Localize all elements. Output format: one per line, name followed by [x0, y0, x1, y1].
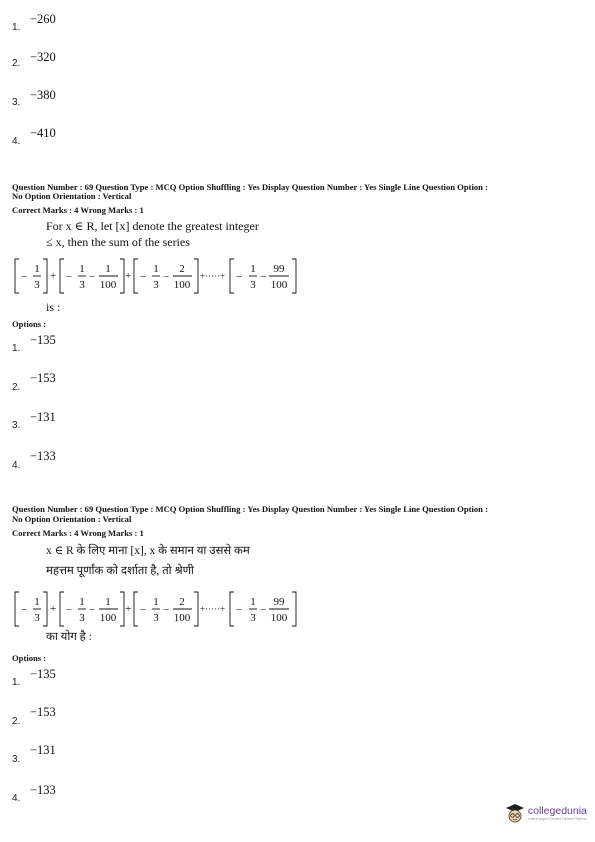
series-numerator: 1	[105, 263, 111, 275]
option-number: 1.	[12, 677, 21, 688]
series-expression	[12, 257, 302, 300]
options-label: Options :	[12, 319, 47, 329]
question-meta-line1: Question Number : 69 Question Type : MCQ Option Shuffling : Yes Display Question Number : Yes Single Line Question Option :	[12, 504, 488, 514]
series-numerator: 1	[153, 596, 159, 608]
series-denominator: 3	[79, 612, 85, 624]
series-minus: −	[260, 604, 267, 616]
question-text-line1: x ∈ R के लिए माना [x], x के समान या उससे कम	[46, 545, 250, 557]
series-numerator: 1	[79, 596, 85, 608]
option-value: −133	[30, 783, 56, 797]
series-numerator: 99	[273, 263, 285, 275]
series-denominator: 3	[250, 612, 256, 624]
series-is-text: का योग है :	[46, 631, 92, 643]
question-marks: Correct Marks : 4 Wrong Marks : 1	[12, 528, 144, 538]
series-minus: −	[66, 604, 73, 616]
series-is-text: is :	[46, 300, 61, 314]
option-number: 3.	[12, 97, 21, 108]
question-meta-line2: No Option Orientation : Vertical	[12, 514, 132, 524]
option-number: 2.	[12, 382, 21, 393]
series-minus: −	[260, 271, 267, 283]
option-number: 3.	[12, 420, 21, 431]
series-numerator: 1	[105, 596, 111, 608]
question-meta-line2: No Option Orientation : Vertical	[12, 191, 132, 201]
question-marks: Correct Marks : 4 Wrong Marks : 1	[12, 205, 144, 215]
series-plus: +	[50, 603, 57, 615]
series-denominator: 100	[270, 612, 288, 624]
option-number: 1.	[12, 22, 21, 33]
series-formula	[12, 257, 302, 297]
series-ellipsis: +·····+	[200, 271, 226, 281]
series-minus: −	[163, 271, 170, 283]
series-numerator: 1	[250, 596, 256, 608]
series-numerator: 99	[273, 596, 285, 608]
series-minus: −	[140, 271, 147, 283]
series-denominator: 3	[250, 279, 256, 291]
series-ellipsis: +·····+	[200, 604, 226, 614]
logo-tagline: India's largest Student Review Platform	[527, 817, 587, 821]
series-minus: −	[236, 604, 243, 616]
option-value: −153	[30, 371, 56, 385]
series-denominator: 100	[173, 612, 191, 624]
option-number: 4.	[12, 793, 21, 804]
option-number: 2.	[12, 716, 21, 727]
series-denominator: 3	[153, 612, 159, 624]
collegedunia-logo	[504, 802, 587, 824]
series-numerator: 1	[153, 263, 159, 275]
option-value: −153	[30, 705, 56, 719]
series-denominator: 100	[173, 279, 191, 291]
option-value: −135	[30, 333, 56, 347]
option-number: 3.	[12, 754, 21, 765]
series-minus: −	[21, 604, 28, 616]
option-value: −260	[30, 12, 56, 26]
series-denominator: 3	[79, 279, 85, 291]
series-plus: +	[50, 270, 57, 282]
series-plus: +	[125, 603, 132, 615]
option-value: −131	[30, 743, 56, 757]
options-label: Options :	[12, 653, 47, 663]
series-denominator: 100	[99, 279, 117, 291]
option-value: −135	[30, 667, 56, 681]
option-value: −320	[30, 50, 56, 64]
series-denominator: 3	[153, 279, 159, 291]
series-formula	[12, 590, 302, 630]
option-number: 1.	[12, 343, 21, 354]
question-text-line2: महत्तम पूर्णांक को दर्शाता है, तो श्रेणी	[46, 565, 194, 577]
question-meta-line1: Question Number : 69 Question Type : MCQ Option Shuffling : Yes Display Question Number : Yes Single Line Question Option :	[12, 182, 488, 192]
series-numerator: 2	[179, 263, 185, 275]
series-denominator: 100	[270, 279, 288, 291]
mascot-icon	[504, 802, 526, 824]
option-number: 4.	[12, 460, 21, 471]
series-minus: −	[140, 604, 147, 616]
question-text-line1: For x ∈ R, let [x] denote the greatest integer	[46, 219, 259, 233]
series-minus: −	[89, 604, 96, 616]
series-denominator: 100	[99, 612, 117, 624]
option-value: −131	[30, 410, 56, 424]
series-minus: −	[163, 604, 170, 616]
series-numerator: 2	[179, 596, 185, 608]
option-value: −380	[30, 88, 56, 102]
series-minus: −	[236, 271, 243, 283]
series-numerator: 1	[250, 263, 256, 275]
series-expression	[12, 590, 302, 633]
option-value: −410	[30, 126, 56, 140]
series-minus: −	[66, 271, 73, 283]
series-numerator: 1	[79, 263, 85, 275]
logo-name: collegedunia	[527, 805, 587, 817]
series-numerator: 1	[34, 263, 40, 275]
option-number: 2.	[12, 58, 21, 69]
option-value: −133	[30, 449, 56, 463]
series-minus: −	[21, 271, 28, 283]
option-number: 4.	[12, 136, 21, 147]
question-text-line2: ≤ x, then the sum of the series	[46, 235, 190, 249]
series-minus: −	[89, 271, 96, 283]
series-plus: +	[125, 270, 132, 282]
series-numerator: 1	[34, 596, 40, 608]
series-denominator: 3	[34, 612, 40, 624]
series-denominator: 3	[34, 279, 40, 291]
